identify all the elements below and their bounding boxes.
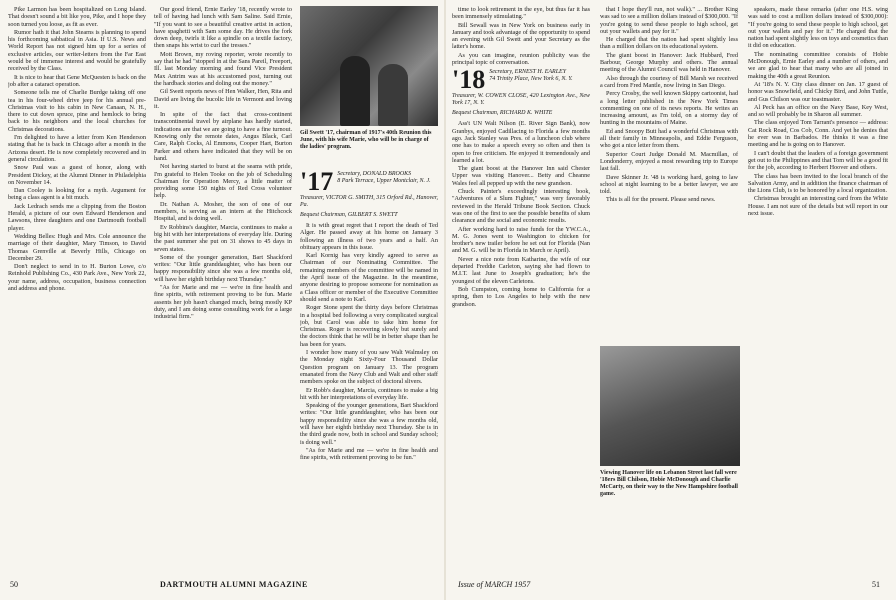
page-gutter (444, 0, 446, 600)
page-number-right: 51 (872, 580, 880, 589)
paragraph: The giant boost in Hanover: Jack Hubbard, Fred Barbour, George Murphy and others. The annual meeting of the Alumni Council was held in Hanover. (600, 51, 738, 74)
paragraph: Some of the younger generation, Bart Shackford writes: "Our little granddaughter, who has been our happy responsibility since she was a few months old, will have her eighth birthday next Thursday." (154, 253, 292, 283)
paragraph: Also through the courtesy of Bill Marsh we received a card from Fred Mantle, now living in San Diego. (600, 74, 738, 89)
right-column-3 (748, 6, 888, 576)
paragraph: It is nice to hear that Gene McQuesten is back on the job after a cataract operation. (8, 73, 146, 88)
paragraph: Speaking of the younger generations, Bart Shackford writes: "Our little granddaughter, who has been our happy responsibility since she was a few months old, will have her eighth birthday next Thursday. She is in the third grade now, both in school and Sunday school; is doing well." (300, 402, 438, 446)
photo-figure (340, 56, 370, 126)
class-heading-18 (452, 65, 590, 95)
paragraph: Percy Crosby, the well known Skippy cartoonist, had a long letter published in the New York Times commenting on one of its news reports. He writes an increasing amount, as I'm told, on a stormy day of hunting in the mountains of Maine. (600, 90, 738, 127)
class-address: 8 Park Terrace, Upper Montclair, N. J. (337, 178, 431, 184)
paragraph: I wonder how many of you saw Walt Walmsley on the Monday night Sixty-Four Thousand Dollar Question program on January 13. The program emanated from the Navy Club and Walt and other staff members spoke on the subject of doctoral slivers. (300, 349, 438, 386)
paragraph: The class enjoyed Tom Tarrant's presence — address: Cat Rock Road, Cos Cob, Conn. And yet he denies that he ever was in Barbados. He thinks it was a fine meeting and he is going on to Hanover. (748, 119, 888, 149)
paragraph: Don't neglect to send in to H. Burton Lowe, c/o Reinhold Publishing Co., 430 Park Ave., New York 22, your name, address, occupation, business connection and address and phone. (8, 263, 146, 292)
class-photo (300, 6, 438, 126)
paragraph: Superior Court Judge Donald M. Macmillan, of Londonderry, enjoyed a most rewarding trip to Europe last fall. (600, 150, 738, 173)
paragraph: I'm delighted to have a letter from Ken Henderson stating that he is back in Chicago after a month in the Arizona desert. He is now completely recovered and in general circulation. (8, 134, 146, 163)
paragraph: It is with great regret that I report the death of Ted Alger. He passed away at his home on January 3 following an illness of two years and a half. An obituary appears in this issue. (300, 222, 438, 251)
paragraph: Dan Cooley is looking for a myth. Argument for being a class agent is a bit much. (8, 187, 146, 202)
paragraph: I can't doubt that the leaders of a foreign government get out to the Philippines and that Tom will be a good fit for the job, according to Herbert Hoover and others. (748, 149, 888, 172)
paragraph: Bill Sewall was in New York on business early in January and took advantage of the opportunity to spend an evening with Gil Swett and your Secretary as the latter's home. (452, 21, 590, 51)
page-number-left: 50 (10, 580, 18, 589)
paragraph: "As for Marie and me — we're in fine health and fine spirits, with retirement proving to be fun." (300, 446, 438, 462)
paragraph: The giant boost at the Hanover Inn said Chester Upper was visiting Hanover... Betty and Cheanne Wales feel all pepped up with the new grandson. (452, 165, 590, 187)
paragraph: After working hard to raise funds for the YW.C.A., M. G. Jones went to Washington to chicken for brother's new trailer before he set out for Florida (Nan and M. G. will be in Florida in March or April). (452, 225, 590, 255)
paragraph: Bob Cumpston, coming home to California for a spring, then to Los Angeles to help with the new grandson. (452, 285, 590, 308)
issue-line: Issue of MARCH 1957 (458, 580, 531, 589)
right-page (452, 6, 888, 576)
class-year: '17 (300, 168, 334, 196)
class-photo-18 (600, 346, 740, 466)
paragraph: Christmas brought an interesting card from the White House. I am not sure of the details but will report in our next issue. (748, 195, 888, 218)
paragraph: Not having started to burst at the seams with pride, I'm grateful to Helen Tooke on the job of Scheduling Chairman for Operation Mercy, a little matter of providing some 150 nights of Red Cross volunteer help. (154, 163, 292, 200)
paragraph: Al Peck has an office on the Navy Base, Key West, and so will probably be in Sharon all summer. (748, 103, 888, 119)
paragraph: Jack Ledrach sends me a clipping from the Boston Herald, a picture of our own Edward Henderson and Lawsons, three daughters and one Dartmouth football player. (8, 202, 146, 232)
paragraph: Our good friend, Ernie Earley '18, recently wrote to tell of having had lunch with Sam Saline. Said Ernie, "If you want to see a beautiful creative artist in action, have spaghetti with Sam some day. He drives the fork down deep, twirls it like a spindle on a textile factory, then snaps his wrist to curl the tresses." (154, 6, 292, 50)
class-address: 74 Trinity Place, New York 6, N. Y. (489, 76, 573, 83)
left-column-3 (300, 168, 438, 576)
paragraph: Ev Robbins's daughter, Marcia, continues to make a big hit with her interpretations of everyday life. During the past summer she put on 31 shows to 45 days in seven states. (154, 223, 292, 253)
paragraph: He charged that the nation had spent slightly less than a million dollars on its educational system. (600, 36, 738, 51)
photo-caption: Gil Swett '17, chairman of 1917's 40th Reunion this June, with his wife Marie, who will be in charge of the ladies' program. (300, 130, 432, 150)
paragraph: Chuck Painter's exceedingly interesting book, "Adventures of a Slum Fighter," was very favorably reviewed in the Herald Tribune Book Section. Chuck was one of the first to see the possible benefits of slum clearance and the social and economic results. (452, 188, 590, 225)
paragraph: Wedding Belles: Hugh and Mrs. Cole announce the marriage of their daughter, Mary Timson, to David Thomas Grenville at Beverly Hills, Chicago on December 29. (8, 232, 146, 262)
paragraph: time to look retirement in the eye, but thus far it has been immensely stimulating." (452, 6, 590, 21)
class-bequest-chairman: Bequest Chairman, RICHARD K. WHITE (452, 110, 553, 117)
paragraph: Roger Stone spent the thirty days before Christmas in a hospital bed following a very complicated surgical job, but Carol was able to take him home for Christmas. Roger is recovering slowly but surely and the doctors think that he will be in better shape than he has been for years. (300, 304, 438, 348)
paragraph: Rumor hath it that John Stearns is planning to spend his forthcoming sabbatical in Asia. If U.S. News and World Report has not signed him up for a series of exclusive articles, our writer-letters from the Far East would be of immense interest and would be gratefully received by the Class. (8, 28, 146, 73)
paragraph: Ed and Snoopy Butt had a wonderful Christmas with all their family in Minneapolis, and Eddie Ferguson, who got a nice letter from them. (600, 127, 738, 150)
paragraph: Someone tells me of Charlie Burdge taking off one tea in his four-wheel drive jeep for his annual pre-Christmas visit to his cabin in New Canaan, N. H., there to cut down spruce, pine and hemlock to bring back to his neighbors and the local churches for Christmas decorations. (8, 89, 146, 133)
paragraph: The class has been invited to the local branch of the Salvation Army, and in addition the finance chairman of the Lions Club, is to be honored by a local organization. (748, 172, 888, 195)
class-bequest-chairman: Bequest Chairman, GILBERT S. SWETT (300, 212, 398, 218)
paragraph: Karl Kornig has very kindly agreed to serve as Chairman of our Nominating Committee. The remaining members of the committee will be named in the April issue of the Magazine. In the meantime, anyone desiring to propose someone for nomination as a Class officer or member of the Executive Committee should send a note to Karl. (300, 252, 438, 303)
paragraph: speakers, made these remarks (after one H.S. wing was said to cost a million dollars instead of $300,000): "If you're going to send these people to high school, get out your wallets and pay for it." He charged that the nation had spent slightly less on toys and cosmetics than it did on education. (748, 6, 888, 50)
running-head: DARTMOUTH ALUMNI MAGAZINE (160, 580, 308, 589)
paragraph: As you can imagine, reunion publicity was the principal topic of conversation. (452, 51, 590, 67)
paragraph: Er Robb's daughter, Marcia, continues to make a big hit with her interpretations of everyday life. (300, 386, 438, 401)
paragraph: "As for Marie and me — we're in fine health and fine spirits, with retirement proving to be fun. Marie assents her job hasn't changed much, being mostly KP duty, and I am doing some consulting work for a large industrial firm." (154, 283, 292, 321)
paragraph: This is all for the present. Please send news. (606, 196, 716, 204)
class-secretary: Secretary, DONALD BROOKS (337, 171, 412, 177)
paragraph: Dr. Nathan A. Mosher, the son of one of our members, is serving as an intern at the Hitchcock Hospital, and is doing well. (154, 200, 292, 223)
paragraph: In spite of the fact that cross-continent transcontinental travel by airplane has hardly started, indications are that we are going to have a fine turnout. Knowing only the remote dates, Angus Black, Carl Care, Ralph Cocks, Al Emmons, Cooper Hart, Burton Parker and others have indicated that they will be on hand. (154, 111, 292, 162)
left-column-1 (8, 6, 146, 576)
paragraph: Gil Swett reports news of Hen Walker, Hen, Rita and David are living the bucolic life in Vermont and loving it. (154, 88, 292, 110)
paragraph: Snow Paul was a guest of honor, along with President Dickey, at the Alumni Dinner in Philadelphia on November 14. (8, 164, 146, 186)
left-page (8, 6, 438, 576)
right-column-1 (452, 6, 590, 576)
paragraph: Never a nice note from Katharine, the wife of our departed Freddie Carleton, saying she had flown to M.I.T. last June to Joseph's graduation; he's the youngest of the eleven Carletons. (452, 255, 590, 285)
class-heading-17 (300, 168, 438, 196)
paragraph: The nominating committee consists of Hobie McDonough, Ernie Earley and a number of others, and we are glad to hear that many who are all joined in making the 40th a great Reunion. (748, 50, 888, 80)
class-secretary: Secretary, ERNEST H. EARLEY (489, 69, 567, 76)
paragraph: Pike Larmon has been hospitalized on Long Island. That doesn't sound a bit like you, Pike, and I hope they soon turned you loose, as fit as ever. (8, 6, 146, 28)
paragraph: At '18's N. Y. City class dinner on Jan. 17 guest of honor was Snowfield, and Chicky Bird, and John Tuttle, and Gus Chilson was our toastmaster. (748, 80, 888, 103)
paragraph: Ass't UN Walt Nilson (E. River Sign Bank), now Granbys, enjoyed Cadillacing to Florida a few months ago. Jack Stanley was Pres. of a luncheon club where one has to make a speech every so often and then is open to free criticism. He enjoyed it tremendously and learned a lot. (452, 120, 590, 164)
left-column-2 (154, 6, 292, 576)
class-treasurer: Treasurer, VICTOR G. SMITH, 315 Orford Rd., Hanover, Pa. (300, 195, 438, 208)
class-year: '18 (452, 65, 486, 95)
paragraph: that I hope they'll run, not walk)." ... Brother King was sad to see a million dollars instead of $300,000. "If you're going to send these people to high school, get out your wallets and pay for it." (600, 6, 738, 35)
class-treasurer: Treasurer, W. COWEN CLOSE, 420 Lexington Ave., New York 17, N. Y. (452, 93, 590, 107)
paragraph: Dave Skinner Jr. '48 is working hard, going to law school at night learning to be a better lawyer, we are told. (600, 173, 738, 196)
paragraph: Mott Brown, my roving reporter, wrote recently to say that he had "stopped in at the Sans Pareil, Freeport, Ill. last Monday morning and found Vice President Max Antrim was at his accustomed post, turning out the hardback stories and doling out the money." (154, 50, 292, 87)
photo-figure (378, 64, 408, 126)
photo-caption-18: Viewing Hanover life on Lebanon Street last fall were '18ers Bill Chilson, Hobie McDonough and Charlie McCarty, on their way to the New Hampshire football game. (600, 470, 738, 497)
